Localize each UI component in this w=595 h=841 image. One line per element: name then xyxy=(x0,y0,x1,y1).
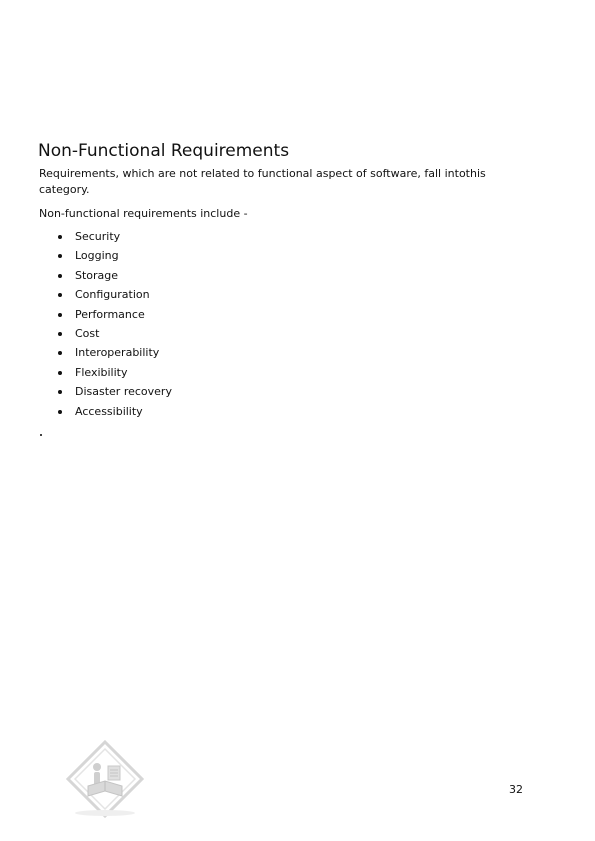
section-heading: Non-Functional Requirements xyxy=(38,141,290,161)
list-item-label: Storage xyxy=(75,268,119,282)
bullet-icon xyxy=(58,274,62,278)
bullet-icon xyxy=(58,293,62,297)
list-item-label: Logging xyxy=(75,249,119,263)
bullet-icon xyxy=(58,371,62,375)
stray-period-mark xyxy=(40,434,42,436)
list-item-label: Cost xyxy=(75,326,100,340)
bullet-icon xyxy=(58,351,62,355)
page-number: 32 xyxy=(509,783,523,796)
list-item-label: Accessibility xyxy=(75,404,143,418)
list-item-label: Security xyxy=(75,230,121,243)
bullet-icon xyxy=(58,390,62,394)
list-item-label: Flexibility xyxy=(75,365,128,379)
bullet-icon xyxy=(58,235,62,239)
book-reader-watermark-icon xyxy=(66,740,144,818)
bullet-icon xyxy=(58,313,62,317)
list-item-label: Disaster recovery xyxy=(75,385,172,399)
list-item-label: Performance xyxy=(75,307,145,321)
list-item-label: Configuration xyxy=(75,288,150,302)
bullet-icon xyxy=(58,254,62,258)
intro-paragraph: Requirements, which are not related to functional aspect of software, fall intothis category. xyxy=(39,167,486,196)
list-item-label: Interoperability xyxy=(75,346,160,360)
list-lead-text: Non-functional requirements include - xyxy=(39,207,248,220)
bullet-icon xyxy=(58,332,62,336)
bullet-icon xyxy=(58,410,62,414)
